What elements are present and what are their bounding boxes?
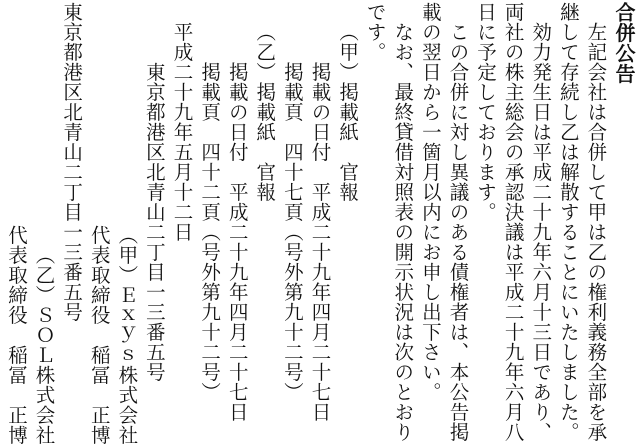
body-line: 日に予定しております。: [474, 2, 498, 222]
disclosure-party-a: （甲）掲載紙 官報: [336, 22, 360, 202]
company-name-a: （甲）Ｅｘｙｓ株式会社: [115, 225, 139, 445]
body-line: 両社の株主総会の承認決議は平成二十九年六月八: [501, 2, 525, 442]
disclosure-page-b: 掲載頁 四十二頁（号外第九十二号）: [198, 62, 222, 402]
disclosure-date-b: 掲載の日付 平成二十九年四月二十七日: [225, 62, 249, 422]
company-rep-a: 代表取締役 稲冨 正博: [87, 225, 111, 445]
company-address-a: 東京都港区北青山二丁目一三番五号: [142, 62, 166, 382]
notice-title: 合併公告: [612, 2, 636, 84]
disclosure-party-b: （乙）掲載紙 官報: [253, 22, 277, 202]
body-line: 効力発生日は平成二十九年六月十三日であり、: [529, 2, 553, 442]
body-line: 載の翌日から一箇月以内にお申し出下さい。: [418, 2, 442, 402]
company-name-b: （乙）ＳＯＬ株式会社: [32, 245, 56, 445]
company-address-b: 東京都港区北青山二丁目一三番五号: [60, 2, 84, 322]
body-line: なお、最終貸借対照表の開示状況は次のとおり: [391, 2, 415, 442]
body-line: 継して存続し乙は解散することにいたしました。: [556, 2, 580, 442]
body-line: です。: [363, 2, 387, 62]
disclosure-date-a: 掲載の日付 平成二十九年四月二十七日: [308, 62, 332, 422]
body-line: 左記会社は合併して甲は乙の権利義務全部を承: [584, 2, 608, 442]
disclosure-page-a: 掲載頁 四十七頁（号外第九十二号）: [280, 62, 304, 402]
body-line: この合併に対し異議のある債権者は、本公告掲: [446, 2, 470, 442]
notice-date: 平成二十九年五月十二日: [170, 22, 194, 242]
company-rep-b: 代表取締役 稲冨 正博: [4, 225, 28, 445]
